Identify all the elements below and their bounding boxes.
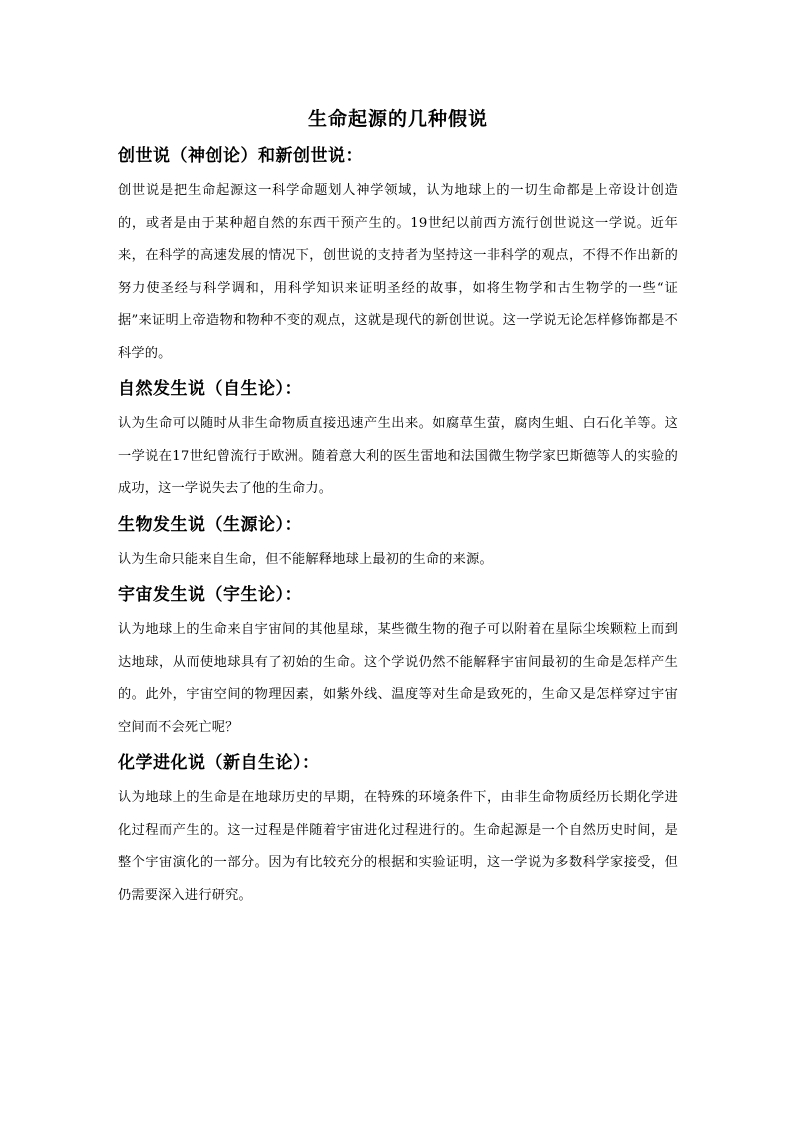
section-heading-spontaneous-generation: 自然发生说（自生论）： <box>118 379 302 399</box>
section-body-creationism: 创世说是把生命起源这一科学命题划人神学领域，认为地球上的一切生命都是上帝设计创造的，或者是由于某种超自然的东西干预产生的。19世纪以前西方流行创世说这一学说。近年来，在科学的高速发展的情况下，创世说的支持者为坚持这一非科学的观点，不得不作出新的努力使圣经与科学调和，用科学知识来证明圣经的故事，如将生物学和古生物学的一些“证据”来证明上帝造物和物种不变的观点，这就是现代的新创世说。这一学说无论怎样修饰都是不科学的。 <box>118 183 678 361</box>
document-content <box>118 104 678 918</box>
section-body-chemical-evolution: 认为地球上的生命是在地球历史的早期，在特殊的环境条件下，由非生命物质经历长期化学进化过程而产生的。这一过程是伴随着宇宙进化过程进行的。生命起源是一个自然历史时间，是整个宇宙演化的一部分。因为有比较充分的根据和实验证明，这一学说为多数科学家接受，但仍需要深入进行研究。 <box>118 790 678 903</box>
section-body-spontaneous-generation: 认为生命可以随时从非生命物质直接迅速产生出来。如腐草生萤，腐肉生蛆、白石化羊等。这一学说在17世纪曾流行于欧洲。随着意大利的医生雷地和法国微生物学家巴斯德等人的实验的成功，这一学说失去了他的生命力。 <box>118 416 678 496</box>
document-title: 生命起源的几种假说 <box>307 108 488 130</box>
section-heading-panspermia: 宇宙发生说（宇生论）： <box>118 585 302 605</box>
section-heading-biogenesis: 生物发生说（生源论）： <box>118 514 302 535</box>
section-heading-creationism: 创世说（神创论）和新创世说： <box>118 146 363 166</box>
section-heading-chemical-evolution: 化学进化说（新自生论）： <box>118 753 320 773</box>
section-body-panspermia: 认为地球上的生命来自宇宙间的其他星球，某些微生物的孢子可以附着在星际尘埃颗粒上而到达地球，从而使地球具有了初始的生命。这个学说仍然不能解释宇宙间最初的生命是怎样产生的。此外，宇宙空间的物理因素，如紫外线、温度等对生命是致死的，生命又是怎样穿过宇宙空间而不会死亡呢？ <box>118 622 678 735</box>
section-body-biogenesis: 认为生命只能来自生命，但不能解释地球上最初的生命的来源。 <box>118 551 493 567</box>
